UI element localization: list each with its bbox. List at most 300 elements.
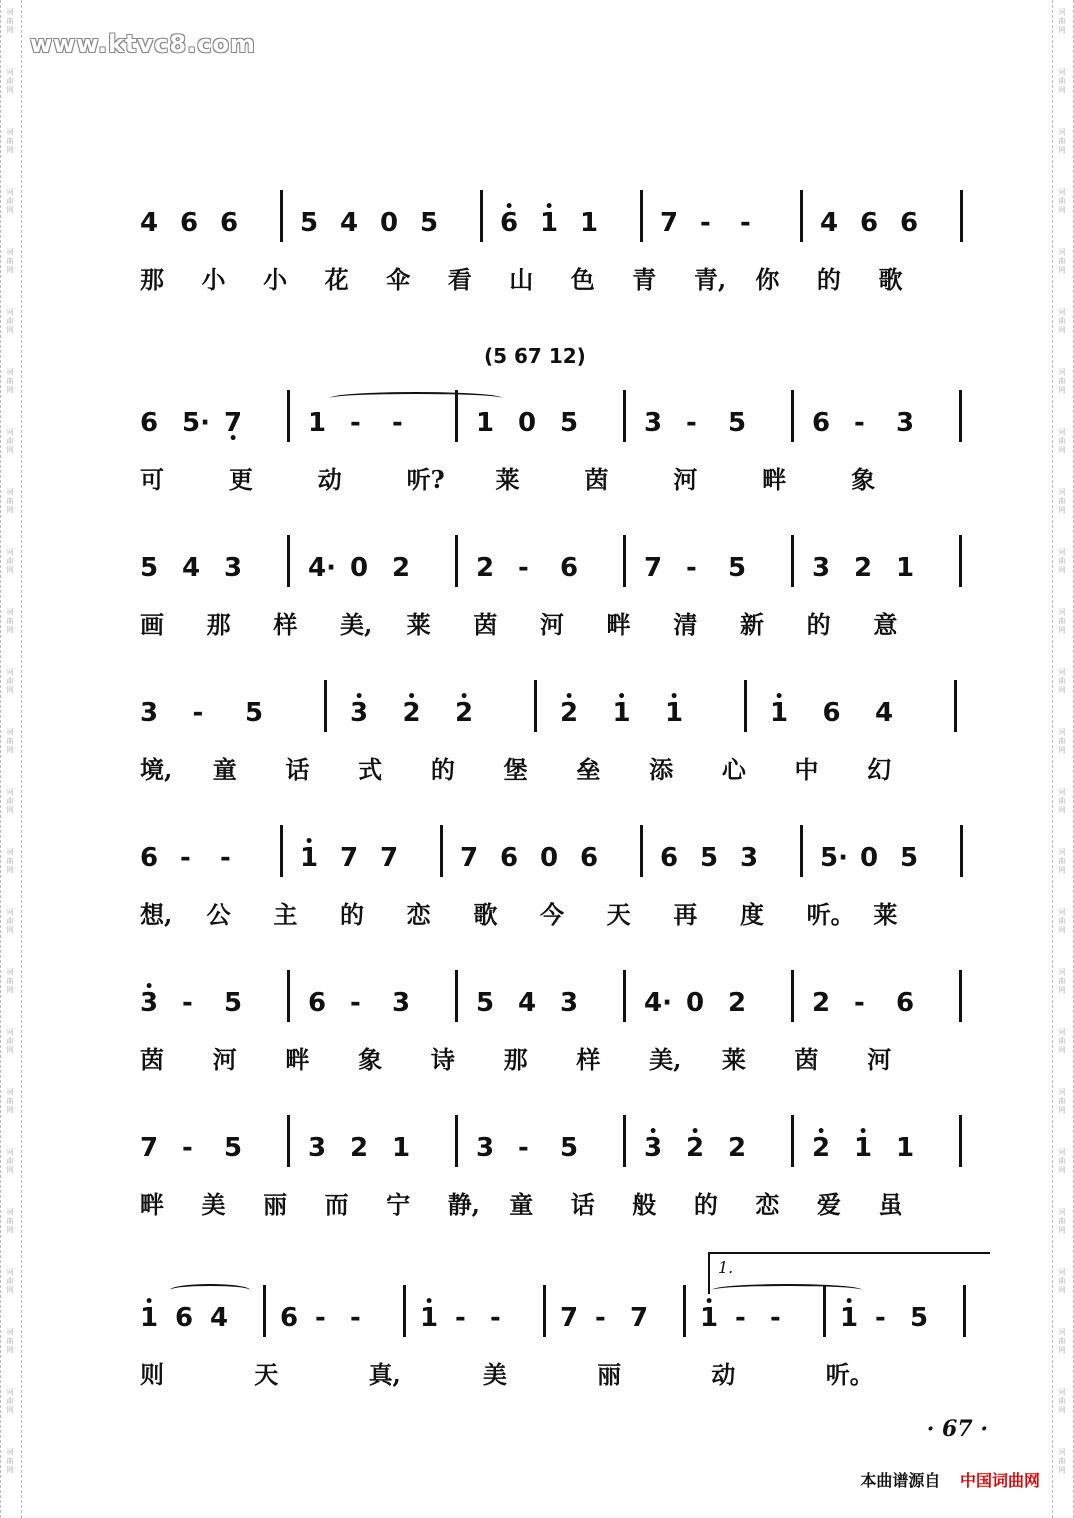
lyric-syllable: 象 [851,465,876,494]
dash-note: - [455,1303,466,1333]
note: • 1 [770,698,788,728]
notes-row [140,390,990,450]
lyrics-row [140,460,990,500]
dash-note: - [686,408,697,438]
note: • 6 [500,208,518,238]
strip-text: 词 曲 网 [6,968,14,994]
note: 5 [300,208,319,238]
note: 6 [812,408,831,438]
lyric-syllable: 丽 [597,1360,622,1389]
notes-row [140,190,990,250]
strip-text: 词 曲 网 [6,848,14,874]
dash-note: - [518,1133,529,1163]
strip-text: 词 曲 网 [1058,1268,1066,1294]
note: 6 [140,408,159,438]
note: 6 [860,208,879,238]
lyric-syllable: 那 [206,610,231,639]
left-border-strip [0,0,22,1518]
tie-slur-2 [170,1284,250,1296]
note: 6 [560,553,579,583]
note: 1 [308,408,327,438]
strip-text: 词 曲 网 [1058,428,1066,454]
lyric-syllable: 的 [430,755,455,784]
lyrics-row [140,260,990,300]
lyric-syllable: 莱 [873,900,898,929]
note: 6 [660,843,679,873]
note: • 1 [300,843,318,873]
note: 4 [820,208,839,238]
lyric-syllable: 畔 [606,610,631,639]
note: 4 [140,208,159,238]
lyric-syllable: 畔 [285,1045,310,1074]
lyric-syllable: 莱 [406,610,431,639]
note: 5 [560,408,579,438]
bar-line [800,190,803,242]
lyric-syllable: 河 [212,1045,237,1074]
bar-line [455,535,458,587]
bar-line [791,535,794,587]
bar-line [455,1115,458,1167]
lyric-syllable: 样 [273,610,298,639]
note: 5 [224,988,243,1018]
lyric-syllable: 河 [540,610,564,639]
lyric-syllable: 畔 [140,1190,164,1219]
bar-line [543,1285,546,1337]
lyrics-row [140,750,990,790]
lyric-syllable: 童 [212,755,237,784]
strip-text: 词 曲 网 [1058,728,1066,754]
lyric-syllable: 想, [140,900,173,929]
bar-line [287,535,290,587]
lyric-syllable: 恋 [406,900,431,929]
note: • 1 [540,208,558,238]
dash-note: - [700,208,711,238]
lyric-syllable: 般 [632,1190,657,1219]
lyric-syllable: 爱 [816,1190,841,1219]
note: 7 [660,208,679,238]
bar-line [280,190,283,242]
note: 5 [910,1303,929,1333]
note: 6 [180,208,199,238]
lyric-syllable: 真, [368,1360,401,1389]
lyric-syllable: 歌 [878,265,903,294]
notes-row [140,970,990,1030]
lyric-syllable: 天 [606,900,631,929]
note: 0 [540,843,559,873]
note: • 1 [140,1303,158,1333]
note: 7 [630,1303,649,1333]
notes-row [140,1115,990,1175]
lyric-syllable: 童 [509,1190,534,1219]
strip-text: 词 曲 网 [1058,848,1066,874]
dash-note: - [392,408,403,438]
strip-text: 词 曲 网 [1058,368,1066,394]
note: 5· [182,408,210,438]
bar-line [791,390,794,442]
note: 5 [700,843,719,873]
dash-note: - [875,1303,886,1333]
lyric-syllable: 美, [649,1045,682,1074]
notes-row [140,825,990,885]
note: 6 [140,843,159,873]
lyric-syllable: 意 [873,610,898,639]
strip-text: 词 曲 网 [1058,668,1066,694]
notes-row [140,1285,990,1345]
bar-line [263,1285,266,1337]
strip-text: 词 曲 网 [6,68,14,94]
note: 4 [518,988,537,1018]
note: • 2 [686,1133,704,1163]
strip-text: 词 曲 网 [6,908,14,934]
lyric-syllable: 听。 [806,900,855,929]
bar-line [791,970,794,1022]
note: 1 [580,208,599,238]
dash-note: - [770,1303,781,1333]
note: • 3 [644,1133,662,1163]
strip-text: 词 曲 网 [6,1328,14,1354]
lyric-syllable: 天 [254,1360,279,1389]
dash-note: - [686,553,697,583]
lyric-syllable: 则 [140,1360,164,1389]
dash-note: - [595,1303,606,1333]
note: 3 [644,408,663,438]
note: 4· [644,988,672,1018]
strip-text: 词 曲 网 [6,728,14,754]
note: 0 [380,208,399,238]
note: 5 [476,988,495,1018]
note: 2 [476,553,495,583]
tie-slur-1 [330,392,502,404]
dash-note: - [740,208,751,238]
lyric-syllable: 的 [816,265,841,294]
lyric-syllable: 公 [206,900,231,929]
dash-note: - [490,1303,501,1333]
note: 5 [900,843,919,873]
bar-line [623,390,626,442]
bar-line [744,680,747,732]
note: 7 [140,1133,159,1163]
notes-row [140,680,990,740]
bar-line [623,535,626,587]
lyric-syllable: 添 [649,755,674,784]
bar-line [287,390,290,442]
lyric-syllable: 静, [447,1190,481,1219]
strip-text: 词 曲 网 [6,1148,14,1174]
dash-note: - [182,988,193,1018]
note: 7 [380,843,399,873]
note: 1 [476,408,495,438]
note: • 1 [840,1303,858,1333]
bar-line [959,535,962,587]
bar-line [455,970,458,1022]
note: • 1 [854,1133,872,1163]
lyric-syllable: 更 [228,465,253,494]
lyric-syllable: 再 [673,900,698,929]
lyric-syllable: 茵 [473,610,498,639]
bar-line [960,825,963,877]
lyric-syllable: 美, [340,610,373,639]
lyric-syllable: 新 [740,610,764,639]
lyric-syllable: 的 [806,610,831,639]
lyric-syllable: 你 [755,265,780,294]
note: 0 [686,988,705,1018]
bar-line [403,1285,406,1337]
page-number: · 67 · [926,1416,988,1442]
notes-row [140,535,990,595]
dash-note: - [854,408,865,438]
note: 2 [854,553,873,583]
strip-text: 词 曲 网 [1058,248,1066,274]
lyric-syllable: 心 [721,755,746,784]
note: 3 [224,553,243,583]
bar-line [287,970,290,1022]
strip-text: 词 曲 网 [1058,608,1066,634]
lyric-syllable: 境, [140,755,173,784]
strip-text: 词 曲 网 [1058,968,1066,994]
note: 0 [518,408,537,438]
note: 4 [875,698,894,728]
lyric-syllable: 看 [447,265,472,294]
lyric-syllable: 诗 [430,1045,455,1074]
note: 4 [182,553,201,583]
lyric-syllable: 丽 [263,1190,288,1219]
lyric-syllable: 茵 [584,465,609,494]
note: 2 [728,988,747,1018]
note: • 1 [420,1303,438,1333]
note: 6 [822,698,841,728]
strip-text: 词 曲 网 [6,608,14,634]
dash-note: - [182,1133,193,1163]
footer-site-name: 中国词曲网 [959,1471,1040,1490]
note: 3 [308,1133,327,1163]
lyric-syllable: 美 [482,1360,507,1389]
note: 7 [340,843,359,873]
note: 2 [350,1133,369,1163]
lyric-syllable: 色 [570,265,595,294]
note: • 3 [140,988,158,1018]
note: 6 [175,1303,194,1333]
note: 5 [420,208,439,238]
note: 2 [392,553,411,583]
note: 6 [900,208,919,238]
lyric-syllable: 河 [867,1045,892,1074]
note: 6 [280,1303,299,1333]
dash-note: - [350,408,361,438]
note: • 2 [812,1133,830,1163]
bar-line [480,190,483,242]
note: 7 [560,1303,579,1333]
strip-text: 词 曲 网 [1058,188,1066,214]
bar-line [954,680,957,732]
dash-note: - [518,553,529,583]
lyric-syllable: 的 [340,900,364,929]
note: 5· [820,843,848,873]
note: • 2 [455,698,473,728]
tie-slur-3 [712,1284,862,1296]
lyric-syllable: 话 [570,1190,595,1219]
note: 5 [245,698,264,728]
bar-line [640,825,643,877]
note: 3 [392,988,411,1018]
strip-text: 词 曲 网 [6,308,14,334]
strip-text: 词 曲 网 [1058,1328,1066,1354]
bar-line [623,970,626,1022]
strip-text: 词 曲 网 [6,668,14,694]
note: 1 [896,553,915,583]
strip-text: 词 曲 网 [6,128,14,154]
note: 3 [812,553,831,583]
note: 4 [210,1303,229,1333]
lyric-syllable: 堡 [503,755,528,784]
bar-line [959,1115,962,1167]
lyrics-row [140,895,990,935]
note: 3 [560,988,579,1018]
note: 6 [500,843,519,873]
right-border-strip [1052,0,1074,1518]
note: 5 [728,408,747,438]
note: 3 [476,1133,495,1163]
note: 7 • [224,408,242,438]
strip-text: 词 曲 网 [6,188,14,214]
lyric-syllable: 听? [406,465,445,494]
strip-text: 词 曲 网 [1058,548,1066,574]
strip-text: 词 曲 网 [1058,788,1066,814]
lyric-syllable: 虽 [878,1190,903,1219]
dash-note: - [315,1303,326,1333]
lyrics-row [140,1040,990,1080]
note: 0 [860,843,879,873]
note: • 1 [700,1303,718,1333]
lyric-syllable: 茵 [140,1045,164,1074]
lyric-syllable: 宁 [386,1190,411,1219]
bar-line [324,680,327,732]
lyric-syllable: 美 [201,1190,226,1219]
lyric-syllable: 动 [317,465,342,494]
site-watermark: www.ktvc8.com [30,30,256,58]
note: 1 [392,1133,411,1163]
dash-note: - [350,988,361,1018]
note: • 2 [403,698,421,728]
lyric-syllable: 象 [358,1045,383,1074]
lyric-syllable: 山 [509,265,534,294]
dash-note: - [350,1303,361,1333]
bar-line [959,390,962,442]
strip-text: 词 曲 网 [1058,1088,1066,1114]
note: 6 [580,843,599,873]
note: 7 [460,843,479,873]
intro-phrase: (5 67 12) [484,344,586,368]
lyric-syllable: 而 [324,1190,349,1219]
lyric-syllable: 今 [540,900,564,929]
lyric-syllable: 那 [503,1045,528,1074]
bar-line [960,190,963,242]
dash-note: - [735,1303,746,1333]
lyric-syllable: 那 [140,265,164,294]
dash-note: - [192,698,204,728]
lyric-syllable: 畔 [762,465,787,494]
lyric-syllable: 中 [794,755,819,784]
lyric-syllable: 度 [740,900,764,929]
strip-text: 词 曲 网 [1058,8,1066,34]
volta-label: 1. [718,1258,734,1277]
strip-text: 词 曲 网 [6,8,14,34]
lyric-syllable: 垒 [576,755,601,784]
lyric-syllable: 恋 [755,1190,780,1219]
lyric-syllable: 主 [273,900,298,929]
lyric-syllable: 小 [263,265,288,294]
note: 3 [140,698,159,728]
lyric-syllable: 河 [673,465,698,494]
note: 5 [560,1133,579,1163]
note: 2 [812,988,831,1018]
note: • 3 [350,698,368,728]
note: 4 [340,208,359,238]
lyric-syllable: 听。 [825,1360,874,1389]
note: 1 [896,1133,915,1163]
lyric-syllable: 伞 [386,265,411,294]
note: 3 [740,843,759,873]
lyric-syllable: 清 [673,610,698,639]
note: 5 [728,553,747,583]
strip-text: 词 曲 网 [6,788,14,814]
bar-line [440,825,443,877]
dash-note: - [180,843,191,873]
lyric-syllable: 画 [140,610,164,639]
note: 5 [140,553,159,583]
note: 6 [220,208,239,238]
lyric-syllable: 歌 [473,900,498,929]
lyric-syllable: 花 [324,265,349,294]
note: 6 [896,988,915,1018]
note: 7 [644,553,663,583]
lyric-syllable: 可 [140,465,164,494]
lyric-syllable: 动 [711,1360,736,1389]
strip-text: 词 曲 网 [1058,308,1066,334]
lyric-syllable: 青, [693,265,727,294]
strip-text: 词 曲 网 [6,548,14,574]
bar-line [623,1115,626,1167]
strip-text: 词 曲 网 [1058,488,1066,514]
bar-line [791,1115,794,1167]
strip-text: 词 曲 网 [6,428,14,454]
lyric-syllable: 话 [285,755,310,784]
strip-text: 词 曲 网 [1058,1028,1066,1054]
strip-text: 词 曲 网 [6,1268,14,1294]
strip-text: 词 曲 网 [6,1448,14,1474]
note: 2 [728,1133,747,1163]
note: • 2 [560,698,578,728]
lyric-syllable: 莱 [495,465,520,494]
bar-line [280,825,283,877]
bar-line [959,970,962,1022]
strip-text: 词 曲 网 [1058,1448,1066,1474]
note: 4· [308,553,336,583]
footer-source [860,1468,1040,1491]
strip-text: 词 曲 网 [1058,68,1066,94]
dash-note: - [220,843,231,873]
lyrics-row [140,1355,990,1395]
note: • 1 [613,698,631,728]
lyric-syllable: 样 [576,1045,601,1074]
strip-text: 词 曲 网 [6,488,14,514]
strip-text: 词 曲 网 [6,248,14,274]
strip-text: 词 曲 网 [6,368,14,394]
strip-text: 词 曲 网 [1058,1388,1066,1414]
lyric-syllable: 式 [358,755,383,784]
lyric-syllable: 幻 [867,755,892,784]
bar-line [287,1115,290,1167]
note: 6 [308,988,327,1018]
